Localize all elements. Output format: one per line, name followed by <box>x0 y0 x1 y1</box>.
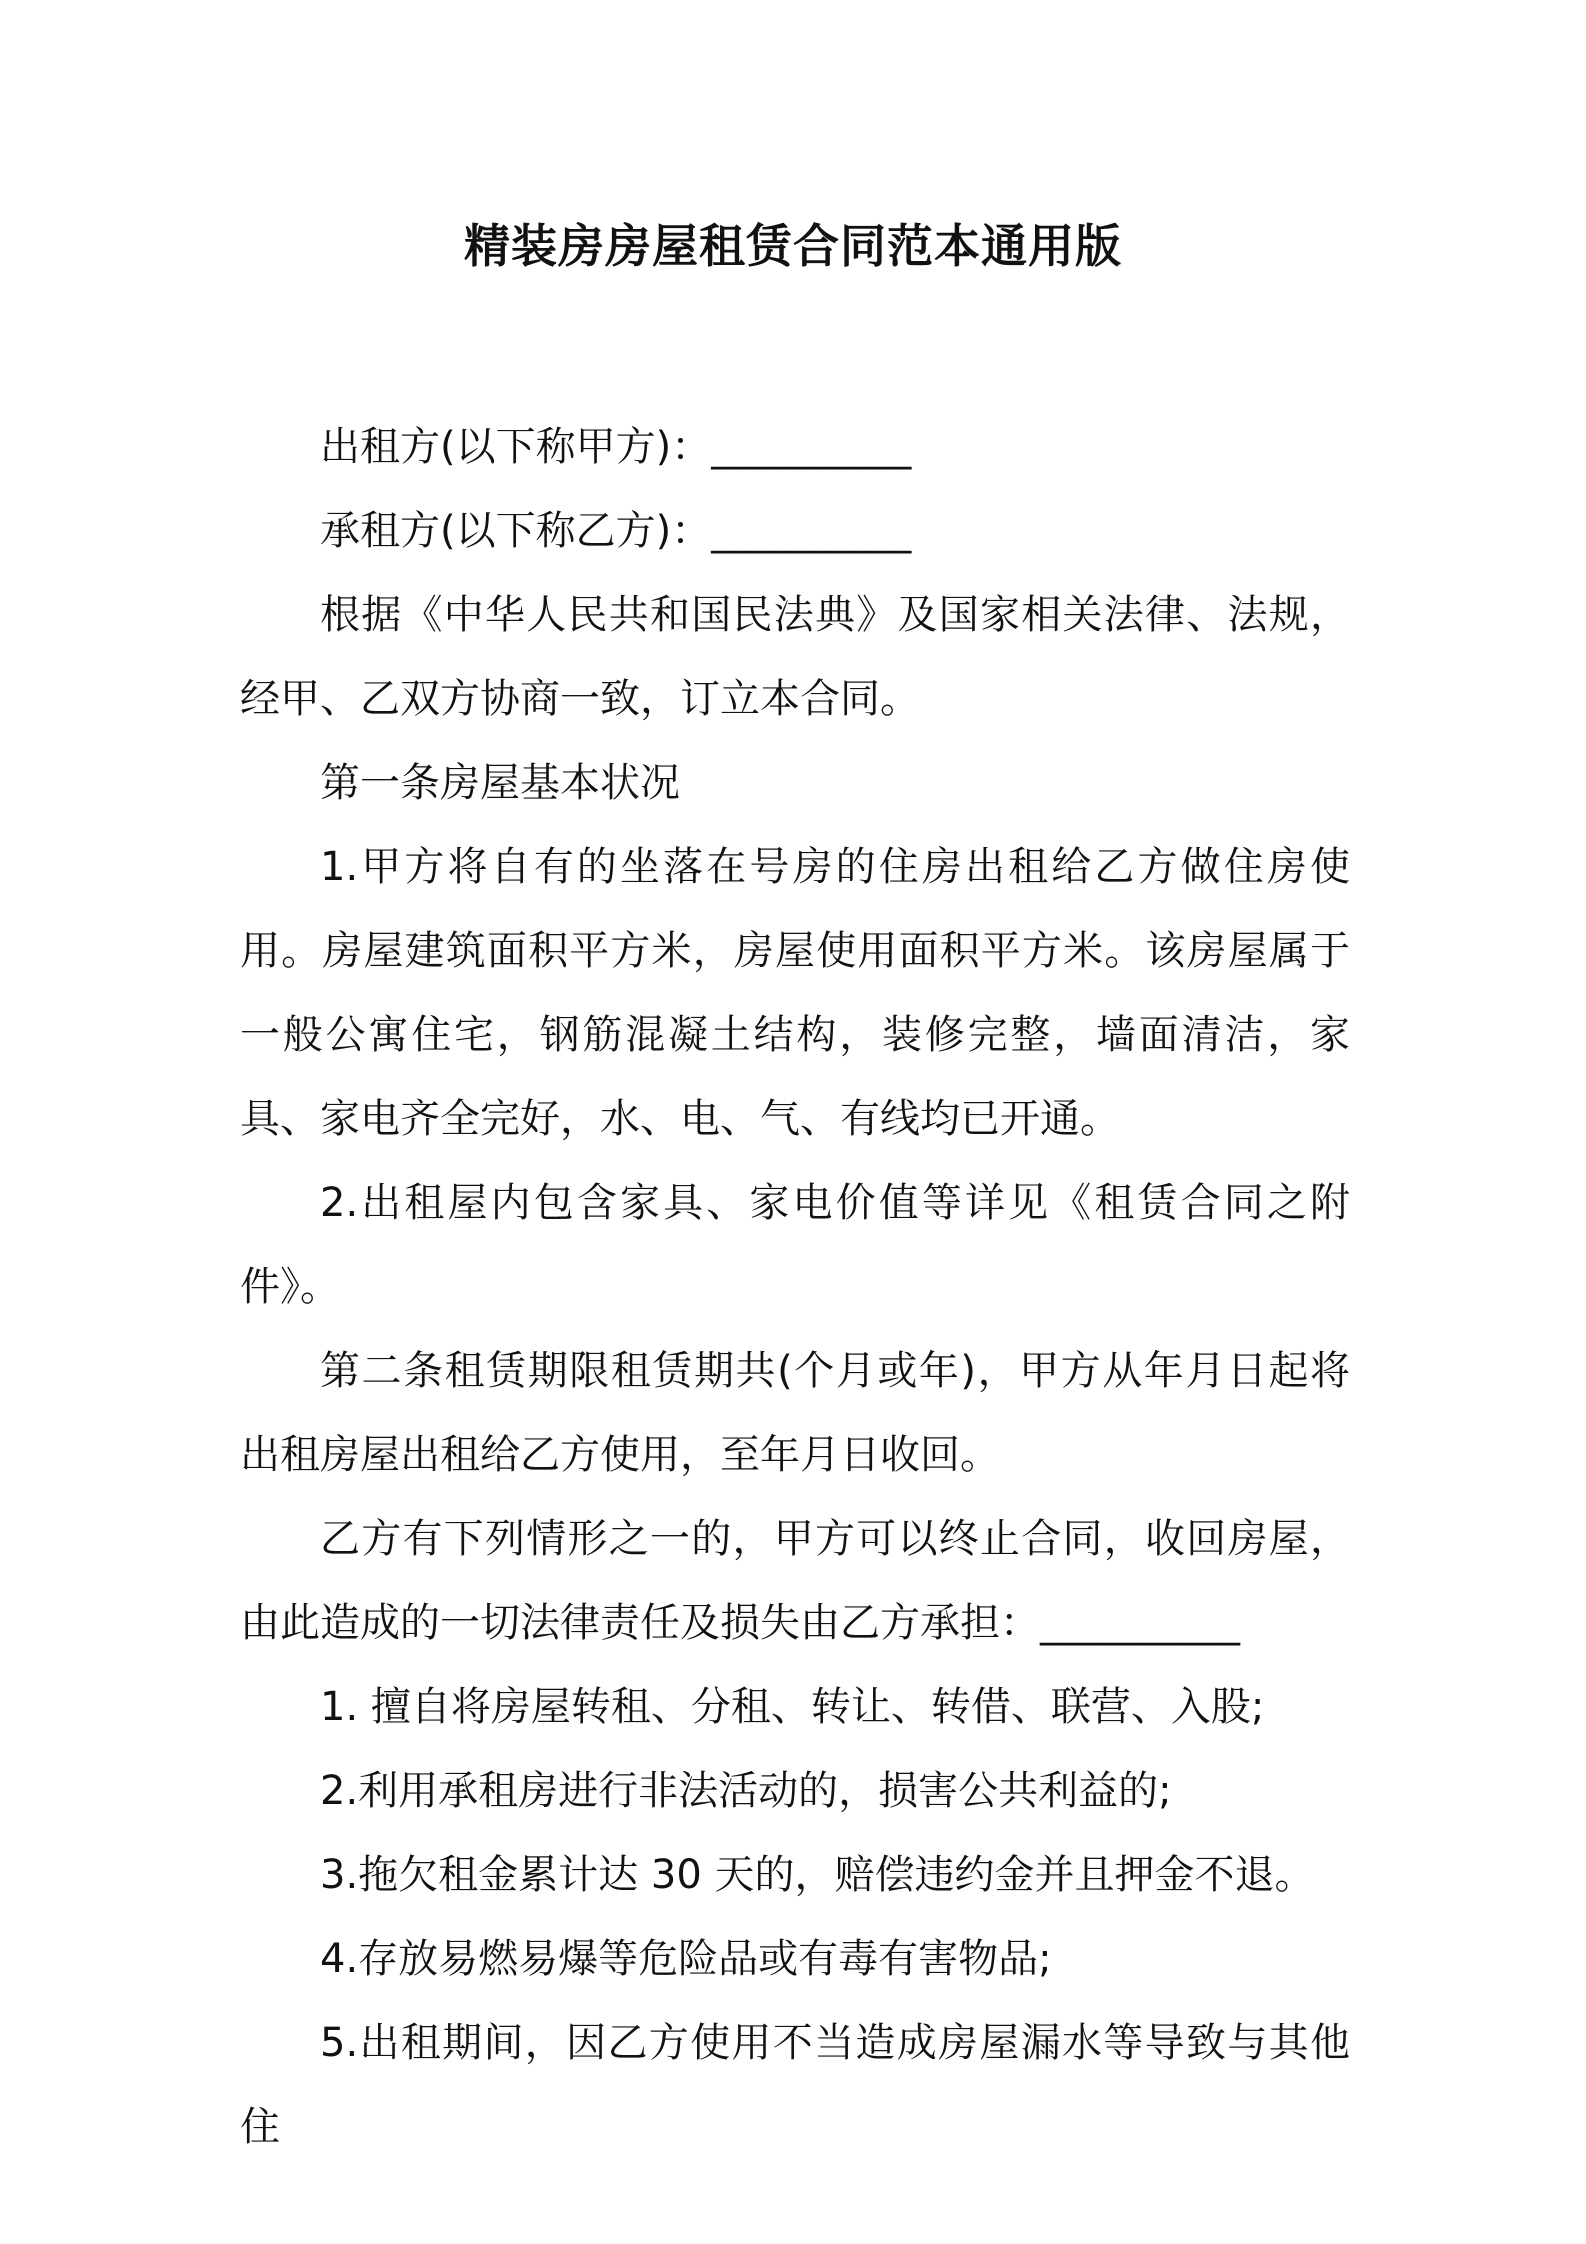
termination-item-4: 4.存放易燃易爆等危险品或有毒有害物品; <box>320 1936 1052 1982</box>
termination-item-3: 3.拖欠租金累计达 30 天的，赔偿违约金并且押金不退。 <box>320 1852 1315 1898</box>
article-1-item-2: 2.出租屋内包含家具、家电价值等详见《租赁合同之附件》。 <box>240 1180 1350 1310</box>
article-1-heading: 第一条房屋基本状况 <box>320 760 680 806</box>
termination-item-5: 5.出租期间，因乙方使用不当造成房屋漏水等导致与其他住 <box>240 2020 1350 2150</box>
termination-item-2: 2.利用承租房进行非法活动的，损害公共利益的; <box>320 1768 1172 1814</box>
clause-basis: 根据《中华人民共和国民法典》及国家相关法律、法规，经甲、乙双方协商一致，订立本合同。 <box>240 592 1350 722</box>
document-title: 精装房房屋租赁合同范本通用版 <box>464 219 1122 273</box>
termination-clause: 乙方有下列情形之一的，甲方可以终止合同，收回房屋，由此造成的一切法律责任及损失由乙方承担：__________ <box>240 1516 1350 1646</box>
clause-lessor: 出租方(以下称甲方)：__________ <box>320 424 912 470</box>
document-body <box>240 405 1350 2169</box>
clause-lessee: 承租方(以下称乙方)：__________ <box>320 508 912 554</box>
termination-item-1: 1. 擅自将房屋转租、分租、转让、转借、联营、入股; <box>320 1684 1265 1730</box>
article-2-term: 第二条租赁期限租赁期共(个月或年)，甲方从年月日起将出租房屋出租给乙方使用，至年月日收回。 <box>240 1348 1350 1478</box>
article-1-item-1: 1.甲方将自有的坐落在号房的住房出租给乙方做住房使用。房屋建筑面积平方米，房屋使用面积平方米。该房屋属于一般公寓住宅，钢筋混凝土结构，装修完整，墙面清洁，家具、家电齐全完好，水、电、气、有线均已开通。 <box>240 844 1350 1142</box>
